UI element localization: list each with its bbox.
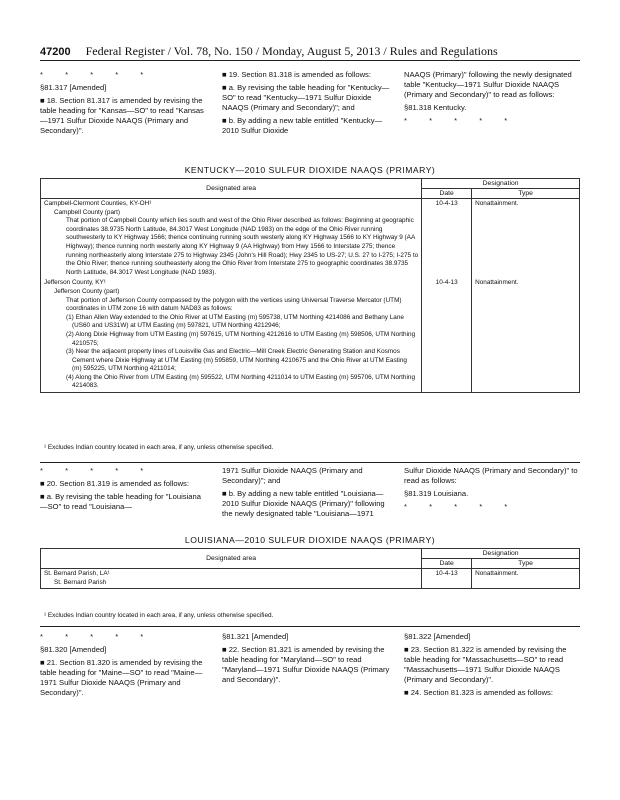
louisiana-table [40,548,580,589]
middle-column-2 [222,466,390,522]
header-rule [40,60,580,61]
area-name: Jefferson County, KY¹ [44,279,106,287]
top-column-2 [222,70,390,139]
amendment-instruction-next: ■ 24. Section 81.323 is amended as follows: [404,688,553,697]
designation-type: Nonattainment. [472,278,580,392]
amendment-instruction: ■ 22. Section 81.321 is amended by revising the table heading for "Maryland—SO" to read "Maryland—1971 Sulfur Dioxide NAAQS (Primary and Secondary)". [222,645,390,684]
louisiana-table-title: LOUISIANA—2010 SULFUR DIOXIDE NAAQS (PRIMARY) [184,535,436,545]
bottom-column-2 [222,632,390,688]
vertex-item: (3) Near the adjacent property lines of Louisville Gas and Electric—Mill Creek Electric Generating Station and Kosmos Cement where Dixie Highway at UTM Easting (m) 595859, UTM Northing 4210675 and the Ohio River at UTM Easting (m) 595225, UTM Northing 4211014; [66,348,407,373]
designation-date: 10-4-13 [422,569,472,589]
area-sub: Jefferson County (part) [54,287,120,295]
amendment-text: NAAQS (Primary)" following the newly designated table "Kentucky—1971 Sulfur Dioxide NAAQS (Primary and Secondary)" to read as follows: [404,70,572,99]
middle-column-3 [404,466,580,515]
amendment-instruction: ■ 21. Section 81.320 is amended by revising the table heading for "Maine—SO" to read "Maine—1971 Sulfur Dioxide NAAQS (Primary and Secondary)". [40,658,203,697]
col-designated-area: Designated area [41,179,422,199]
section-heading: §81.318 Kentucky. [404,103,467,112]
amendment-item-a: ■ a. By revising the table heading for "Kentucky—SO" to read "Kentucky—1971 Sulfur Dioxide NAAQS (Primary and Secondary)"; and [222,83,390,112]
area-sub: Campbell County (part) [54,208,121,216]
section-heading: §81.321 [Amended] [222,632,289,641]
designation-type: Nonattainment. [472,569,580,589]
section-heading: §81.319 Louisiana. [404,489,469,498]
amendment-item-a: ■ a. By revising the table heading for "Louisiana—SO" to read "Louisiana— [40,492,201,511]
running-header [40,44,580,59]
top-column-3 [404,70,580,129]
designation-date: 10-4-13 [422,199,472,279]
kentucky-table-title: KENTUCKY—2010 SULFUR DIOXIDE NAAQS (PRIMARY) [184,165,436,175]
middle-column-1 [40,466,208,515]
page-number: 47200 [40,46,71,58]
area-name: Campbell-Clermont Counties, KY-OH¹ [44,200,152,207]
vertex-item: (1) Ethan Allen Way extended to the Ohio River at UTM Easting (m) 595738, UTM Northing 4214086 and Bethany Lane (US60 and US31W) at UTM Easting (m) 597821, UTM Northing 4212946; [66,313,404,330]
section-rule [40,462,580,463]
amendment-instruction: ■ 18. Section 81.317 is amended by revising the table heading for "Kansas—SO" to read "Kansas—1971 Sulfur Dioxide NAAQS (Primary and Secondary)". [40,96,204,135]
top-column-1 [40,70,208,139]
amendment-instruction: ■ 23. Section 81.322 is amended by revising the table heading for "Massachusetts—SO" to read "Massachusetts—1971 Sulfur Dioxide NAAQS (Primary and Secondary)". [404,645,567,684]
table-row [41,199,580,279]
amendment-instruction: ■ 20. Section 81.319 is amended as follows: [40,479,189,488]
col-designation: Designation [422,549,580,559]
col-date: Date [422,559,472,569]
section-heading: §81.317 [Amended] [40,83,107,92]
col-designated-area: Designated area [41,549,422,569]
amendment-item-b: ■ b. By adding a new table entitled "Kentucky—2010 Sulfur Dioxide [222,116,383,135]
amendment-item-b: ■ b. By adding a new table entitled "Louisiana—2010 Sulfur Dioxide NAAQS (Primary)" following the newly designated table "Louisiana—1971 [222,489,385,518]
stars-divider: * * * * * [40,466,154,475]
running-title: Federal Register / Vol. 78, No. 150 / Monday, August 5, 2013 / Rules and Regulations [85,44,498,58]
amendment-text: 1971 Sulfur Dioxide NAAQS (Primary and Secondary)"; and [222,466,363,485]
kentucky-table [40,178,580,393]
louisiana-footnote: ¹ Excludes Indian country located in each area, if any, unless otherwise specified. [44,612,274,619]
amendment-instruction: ■ 19. Section 81.318 is amended as follows: [222,70,371,79]
section-heading: §81.320 [Amended] [40,645,107,654]
designation-date: 10-4-13 [422,278,472,392]
vertex-item: (2) Along Dixie Highway from UTM Easting (m) 597615, UTM Northing 4212616 to UTM Easting (m) 598506, UTM Northing 4210575; [66,330,416,347]
stars-divider: * * * * * [40,70,154,79]
table-row [41,278,580,392]
area-name: St. Bernard Parish, LA¹ [44,570,110,577]
col-designation: Designation [422,179,580,189]
bottom-column-1 [40,632,208,701]
kentucky-footnote: ¹ Excludes Indian country located in each area, if any, unless otherwise specified. [44,444,274,451]
col-date: Date [422,189,472,199]
col-type: Type [472,559,580,569]
area-sub: St. Bernard Parish [54,578,107,586]
designation-type: Nonattainment. [472,199,580,279]
amendment-text: Sulfur Dioxide NAAQS (Primary and Secondary)" to read as follows: [404,466,578,485]
bottom-column-3 [404,632,580,701]
section-rule [40,626,580,627]
stars-divider: * * * * * [404,502,518,511]
stars-divider: * * * * * [40,632,154,641]
table-row [41,569,580,589]
vertex-item: (4) Along the Ohio River from UTM Easting (m) 595522, UTM Northing 4211014 to UTM Easting (m) 595706, UTM Northing 4214083. [66,373,416,390]
section-heading: §81.322 [Amended] [404,632,471,641]
area-description: That portion of Campbell County which lies south and west of the Ohio River described as follows: Beginning at geographic coordinates 38.9735 North Latitude, 84.3017 West Longitude (NAD 1983) on the edge of the Ohio River running southwesterly to KY Highway 1566; thence continuing running south westerly along KY Highway 1566 to KY Highway 9 (AA Highway); thence running north westerly along KY Highway 9 (AA Highway) from Hwy 1566 to Interstate 275; thence running northeasterly along Interstate 275 to Highway 2345 (John's Hill Road); Hwy 2345 to US-27; U.S. 27 to I-275; I-275 to the Ohio River; thence running southeasterly along the Ohio River from Interstate 275 to geographic coordinates 38.9735 North Latitude, 84.3017 West Longitude (NAD 1983). [66,217,419,276]
stars-divider: * * * * * [404,116,518,125]
area-description: That portion of Jefferson County compassed by the polygon with the vertices using Universal Traverse Mercator (UTM) coordinates in UTM zone 16 with datum NAD83 as follows: [66,296,402,313]
col-type: Type [472,189,580,199]
